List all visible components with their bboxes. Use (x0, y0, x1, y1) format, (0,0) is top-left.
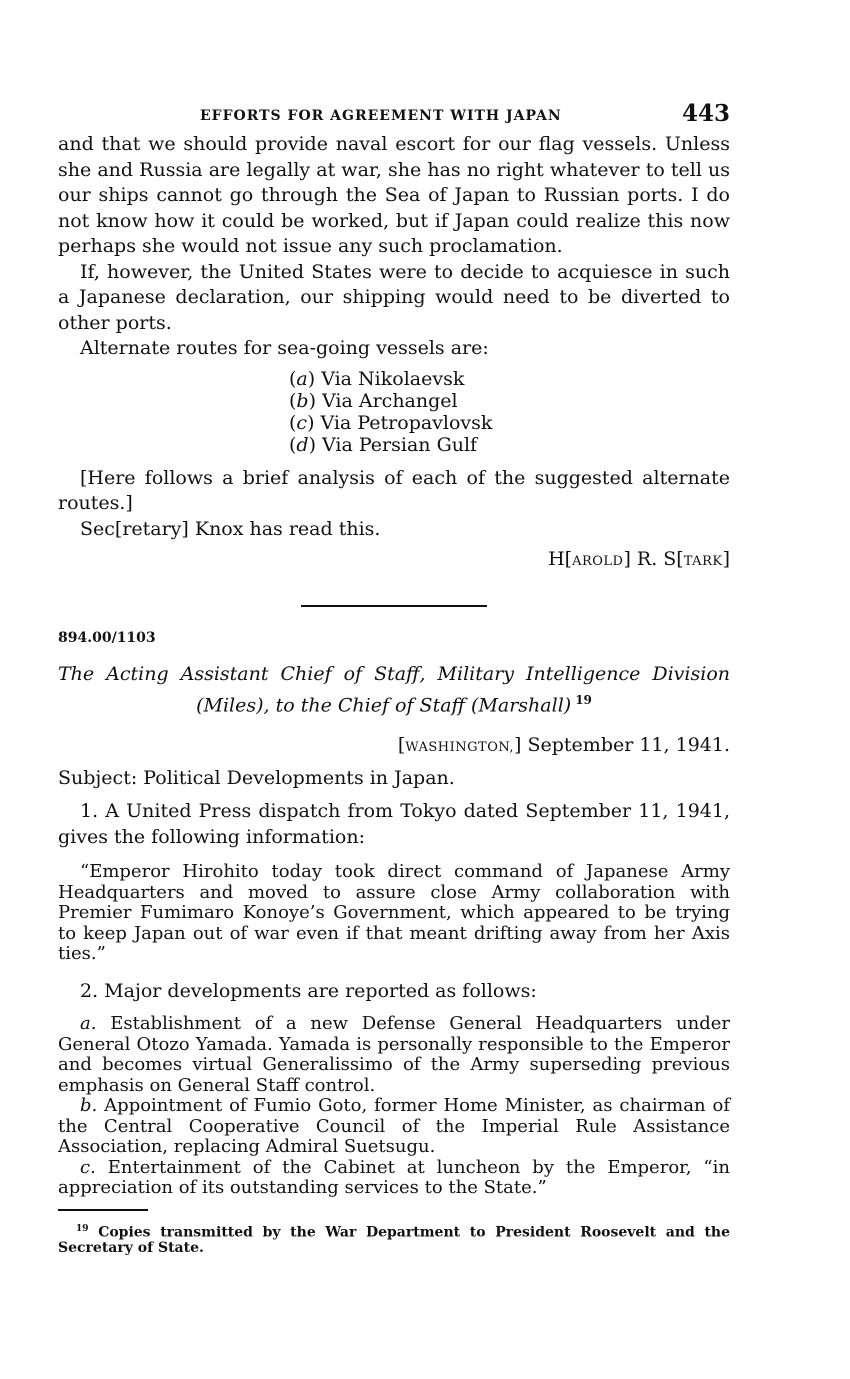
quoted-dispatch: “Emperor Hirohito today took direct command of Japanese Army Headquarters and moved to assure close Army collaboration with Premier Fumimaro Konoye’s Government, which appeared to be trying to keep Japan out of war even if that meant drifting away from her Axis ties.” (58, 861, 730, 965)
route-text: Via Persian Gulf (322, 433, 478, 456)
running-title: EFFORTS FOR AGREEMENT WITH JAPAN (200, 108, 562, 124)
dateline-date: ] September 11, 1941. (514, 734, 730, 757)
footnote-text: Copies transmitted by the War Department to President Roosevelt and the Secretary of State. (58, 1224, 731, 1257)
document-title (58, 661, 730, 718)
route-letter: d (296, 433, 309, 456)
route-item: (c) Via Petropavlovsk (289, 411, 493, 434)
list-item-b (58, 1096, 730, 1158)
item-2: 2. Major developments are reported as follows: (80, 979, 537, 1002)
page-number: 443 (681, 100, 730, 127)
footnote-reference[interactable]: 19 (575, 693, 592, 707)
footnote-mark: 19 (76, 1223, 89, 1234)
dateline (58, 732, 730, 761)
route-letter: c (296, 411, 308, 434)
signature (58, 546, 730, 575)
route-item: (d) Via Persian Gulf (289, 433, 478, 456)
signature-part: ] R. S[ (623, 548, 684, 570)
routes-list (289, 368, 730, 456)
paragraph-1: and that we should provide naval escort for our flag vessels. Unless she and Russia are legally at war, she has no right whatever to tell us our ships cannot go through the Sea of Japan to Russian ports. I do not know how it could be worked, but if Japan could realize this now perhaps she would not issue any such proclamation. (58, 133, 730, 257)
dateline-place: WASHINGTON, (405, 740, 515, 756)
item-1: 1. A United Press dispatch from Tokyo dated September 11, 1941, gives the following information: (58, 800, 730, 848)
paragraph-2: If, however, the United States were to decide to acquiesce in such a Japanese declaration, our shipping would need to be diverted to other ports. (58, 260, 730, 334)
route-item: (a) Via Nikolaevsk (289, 367, 465, 390)
route-text: Via Petropavlovsk (320, 411, 493, 434)
running-header (58, 98, 730, 132)
document-page (58, 98, 730, 1256)
list-text: Appointment of Fumio Goto, former Home Minister, as chairman of the Central Cooperative Council of the Imperial Rule Assistance Association, replacing Admiral Suetsugu. (58, 1095, 730, 1158)
list-text: Entertainment of the Cabinet at luncheon by the Emperor, “in appreciation of its outstanding services to the State.” (58, 1156, 730, 1199)
file-number: 894.00/1103 (58, 630, 156, 646)
list-item-a (58, 1014, 730, 1096)
dateline-open: [ (397, 734, 406, 757)
signature-part: ] (722, 548, 730, 570)
signature-smallcaps: AROLD (572, 554, 624, 569)
footnote (58, 1221, 730, 1257)
signature-smallcaps: TARK (683, 554, 723, 569)
route-letter: b (296, 389, 309, 412)
list-lead: c. (80, 1156, 96, 1178)
paragraph-5: Sec[retary] Knox has read this. (80, 517, 381, 540)
document-title-text: The Acting Assistant Chief of Staff, Military Intelligence Division (Miles), to the Chief of Staff (Marshall) (58, 663, 730, 717)
route-item: (b) Via Archangel (289, 389, 458, 412)
list-text: Establishment of a new Defense General Headquarters under General Otozo Yamada. Yamada is personally responsible to the Emperor and becomes virtual Generalissimo of the Army superseding previous emphasis on General Staff control. (58, 1013, 730, 1096)
list-lead: a. (80, 1013, 97, 1035)
route-text: Via Nikolaevsk (321, 367, 465, 390)
signature-part: H[ (548, 548, 573, 570)
list-lead: b. (80, 1095, 98, 1117)
section-divider (301, 605, 487, 607)
footnote-divider (58, 1209, 148, 1211)
route-letter: a (296, 367, 308, 390)
paragraph-3: Alternate routes for sea-going vessels are: (80, 337, 489, 359)
paragraph-4: [Here follows a brief analysis of each of the suggested alternate routes.] (58, 466, 730, 514)
route-text: Via Archangel (322, 389, 458, 412)
list-item-c (58, 1158, 730, 1199)
subject-line: Subject: Political Developments in Japan. (58, 767, 455, 790)
